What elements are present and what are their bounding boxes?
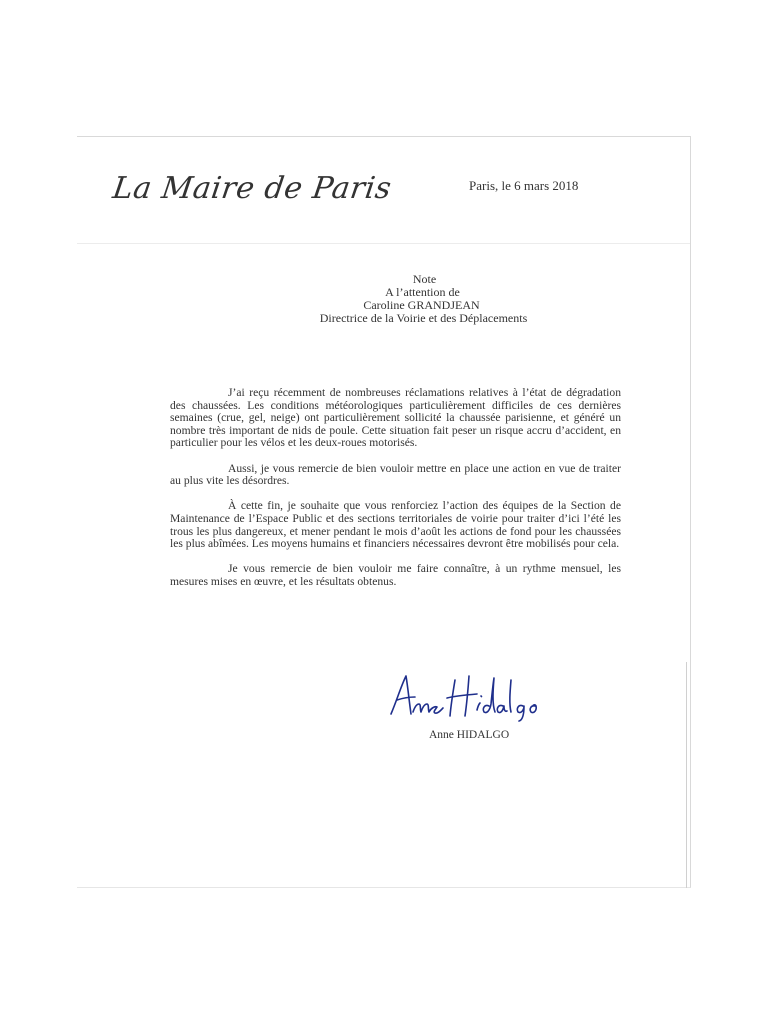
- signature-strokes: [391, 676, 536, 721]
- body-paragraph-4: Je vous remercie de bien vouloir me faire connaître, à un rythme mensuel, les mesures mises en œuvre, et les résultats obtenus.: [170, 562, 621, 588]
- letterhead-band: [77, 137, 690, 244]
- scan-edge-line: [686, 662, 687, 888]
- body-paragraph-3: À cette fin, je souhaite que vous renforciez l’action des équipes de la Section de Maintenance de l’Espace Public et des sections territoriales de voirie pour traiter d’ici l’été les trous les plus dangereux, et mener pendant le mois d’août les actions de fond pour les chaussées les plus abîmées. Les moyens humains et financiers nécessaires devront être mobilisés pour cela.: [170, 499, 621, 551]
- note-title: Note: [412, 272, 437, 286]
- letter-date: Paris, le 6 mars 2018: [469, 178, 579, 193]
- note-attention: A l’attention de: [385, 285, 460, 299]
- recipient-name: Caroline GRANDJEAN: [363, 298, 480, 312]
- signer-printed-name: Anne HIDALGO: [429, 729, 510, 741]
- letter-page: [77, 136, 691, 888]
- recipient-role: Directrice de la Voirie et des Déplacements: [319, 311, 528, 325]
- handwritten-signature: [385, 670, 557, 722]
- note-addressee-block: [77, 273, 690, 325]
- body-paragraph-1: J’ai reçu récemment de nombreuses réclamations relatives à l’état de dégradation des chaussées. Les conditions météorologiques particulièrement difficiles de ces dernières semaines (crue, gel, neige) ont particulièrement sollicité la chaussée parisienne, et généré un nombre très important de nids de poule. Cette situation fait peser un risque accru d’accident, en particulier pour les vélos et les deux-roues motorisés.: [170, 386, 621, 450]
- letter-body: [170, 387, 621, 601]
- letterhead-title: La Maire de Paris: [110, 171, 394, 206]
- body-paragraph-2: Aussi, je vous remercie de bien vouloir mettre en place une action en vue de traiter au plus vite les désordres.: [170, 461, 621, 488]
